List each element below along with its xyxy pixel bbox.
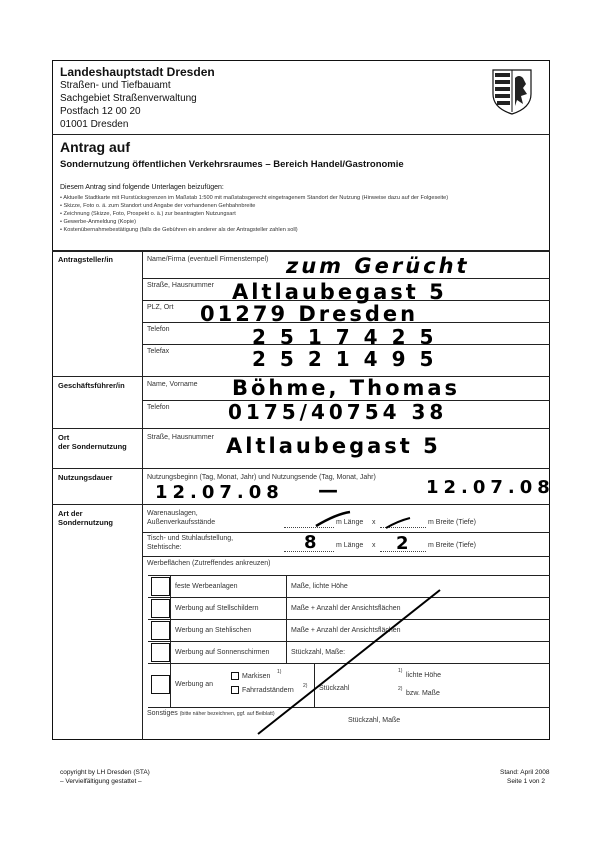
werbe-row-divider — [148, 575, 550, 576]
authority-department: Sachgebiet Straßenverwaltung — [60, 93, 197, 104]
label-strasse: Straße, Hausnummer — [147, 282, 214, 289]
werbe-row-divider — [148, 597, 550, 598]
waren-laenge-line — [284, 527, 334, 528]
row-divider — [142, 556, 550, 557]
section-location-line1: Ort — [58, 433, 70, 442]
checkbox-fahrrad[interactable] — [231, 686, 239, 694]
hw-tisch-laenge: 8 — [304, 532, 320, 553]
footer-stand: Stand: April 2008 — [500, 769, 550, 776]
section-location-line2: der Sondernutzung — [58, 442, 127, 451]
authority-office: Straßen- und Tiefbauamt — [60, 80, 171, 91]
attachment-item: • Skizze, Foto o. ä. zum Standort und Angabe der vorhandenen Gehbahnbreite — [60, 203, 256, 209]
authority-name: Landeshauptstadt Dresden — [60, 65, 215, 79]
attachment-item: • Kostenübernahmebestätigung (falls die Gebühren ein anderer als der Antragsteller zahlen soll) — [60, 227, 298, 233]
authority-po-box: Postfach 12 00 20 — [60, 106, 141, 117]
section-duration: Nutzungsdauer — [58, 473, 113, 482]
footer-copy-note: – Vervielfältigung gestattet – — [60, 778, 142, 785]
label-x-2: x — [372, 542, 376, 549]
label-markisen: Markisen — [242, 673, 271, 680]
section-applicant: Antragsteller/in — [58, 255, 114, 264]
footnote-mark-2: 2) — [303, 683, 308, 689]
checkbox-feste-werbe[interactable] — [151, 577, 170, 596]
row-divider — [142, 278, 550, 279]
label-waren-1: Warenauslagen, — [147, 510, 198, 517]
werbe-row-divider — [148, 707, 550, 708]
table-top-rule — [52, 250, 550, 252]
label-name-firma: Name/Firma (eventuell Firmenstempel) — [147, 256, 269, 263]
label-tisch-1: Tisch- und Stuhlaufstellung, — [147, 535, 234, 542]
label-lichte-hoehe: lichte Höhe — [406, 672, 442, 679]
section-divider — [52, 468, 550, 469]
attachment-item: • Zeichnung (Skizze, Foto, Prospekt o. ä.) zur beantragten Nutzungsart — [60, 211, 236, 217]
authority-city: 01001 Dresden — [60, 119, 129, 130]
footnote-mark-2b: 2) — [398, 686, 403, 692]
label-masse-anzahl-1: Maße + Anzahl der Ansichtsflächen — [291, 605, 401, 612]
attachments-intro: Diesem Antrag sind folgende Unterlagen beizufügen: — [60, 184, 224, 191]
hw-gf-telefon: 0175/40754 38 — [228, 400, 448, 424]
label-m-breite-2: m Breite (Tiefe) — [428, 542, 476, 549]
attachment-item: • Gewerbe-Anmeldung (Kopie) — [60, 219, 136, 225]
hw-gf-name: Böhme, Thomas — [232, 376, 461, 400]
label-werbeflaechen: Werbeflächen (Zutreffendes ankreuzen) — [147, 560, 271, 567]
label-nutzung: Nutzungsbeginn (Tag, Monat, Jahr) und Nutzungsende (Tag, Monat, Jahr) — [147, 474, 376, 481]
werbe-row-divider — [148, 619, 550, 620]
label-bzw-masse: bzw. Maße — [406, 690, 440, 697]
hw-dash: — — [318, 478, 341, 502]
label-m-laenge-2: m Länge — [336, 542, 364, 549]
label-masse-anzahl-2: Maße + Anzahl der Ansichtsflächen — [291, 627, 401, 634]
header-divider — [52, 134, 550, 135]
checkbox-werbung-an[interactable] — [151, 675, 170, 694]
label-telefax: Telefax — [147, 348, 170, 355]
werbe-row-divider — [148, 641, 550, 642]
label-stueckzahl-masse: Stückzahl, Maße: — [291, 649, 346, 656]
label-strasse-ort: Straße, Hausnummer — [147, 434, 214, 441]
waren-breite-line — [380, 527, 426, 528]
label-sonstiges: Sonstiges (bitte näher bezeichnen, ggf. auf Beiblatt) — [147, 710, 275, 717]
label-plz-ort: PLZ, Ort — [147, 304, 174, 311]
hw-strasse: Altlaubegast 5 — [232, 280, 447, 304]
label-sonnenschirmen: Werbung auf Sonnenschirmen — [175, 649, 270, 656]
attachment-item: • Aktuelle Stadtkarte mit Flurstücksgrenzen im Maßstab 1:500 mit maßstabsgerecht eingetragenem Standort der Nutzung (Hinweise dazu auf der Folgeseite) — [60, 195, 449, 201]
section-type-line2: Sondernutzung — [58, 518, 113, 527]
hw-telefax: 2521495 — [252, 347, 448, 371]
label-tisch-2: Stehtische: — [147, 544, 182, 551]
hw-firma: zum Gerücht — [286, 254, 470, 278]
hw-tisch-breite: 2 — [396, 533, 412, 554]
checkbox-stehlischen[interactable] — [151, 621, 170, 640]
footer-page: Seite 1 von 2 — [507, 778, 545, 785]
checkbox-stellschilder[interactable] — [151, 599, 170, 618]
label-stueckzahl-masse-2: Stückzahl, Maße — [348, 717, 401, 724]
label-stellschilder: Werbung auf Stellschildern — [175, 605, 259, 612]
checkbox-sonnenschirmen[interactable] — [151, 643, 170, 662]
checkbox-markisen[interactable] — [231, 672, 239, 680]
label-masse-hoehe: Maße, lichte Höhe — [291, 583, 348, 590]
werbe-row-divider — [148, 663, 550, 664]
label-m-breite-1: m Breite (Tiefe) — [428, 519, 476, 526]
section-manager: Geschäftsführer/in — [58, 381, 125, 390]
label-fahrrad: Fahrradständern — [242, 687, 294, 694]
werbe-col-divider — [314, 663, 315, 707]
section-type-line1: Art der — [58, 509, 83, 518]
hw-ende: 12.07.08 — [426, 477, 555, 498]
section-label-divider — [142, 250, 143, 740]
form-subtitle: Sondernutzung öffentlichen Verkehrsraumes – Bereich Handel/Gastronomie — [60, 159, 404, 170]
footnote-mark-1: 1) — [277, 669, 282, 675]
label-feste-werbe: feste Werbeanlagen — [175, 583, 238, 590]
section-divider — [52, 504, 550, 505]
label-m-laenge-1: m Länge — [336, 519, 364, 526]
label-x-1: x — [372, 519, 376, 526]
label-waren-2: Außenverkaufsstände — [147, 519, 216, 526]
footer-copyright: copyright by LH Dresden (STA) — [60, 769, 150, 776]
label-werbung-an: Werbung an — [175, 681, 214, 688]
label-telefon-gf: Telefon — [147, 404, 170, 411]
label-name-vorname: Name, Vorname — [147, 381, 198, 388]
row-divider — [142, 532, 550, 533]
label-stehlischen: Werbung an Stehlischen — [175, 627, 252, 634]
label-telefon: Telefon — [147, 326, 170, 333]
footnote-mark-1b: 1) — [398, 668, 403, 674]
hw-plz-ort: 01279 Dresden — [200, 302, 419, 326]
hw-telefon: 2517425 — [252, 325, 448, 349]
section-divider — [52, 428, 550, 429]
hw-beginn: 12.07.08 — [155, 482, 284, 503]
hw-ort-strasse: Altlaubegast 5 — [226, 434, 441, 458]
form-title: Antrag auf — [60, 139, 130, 155]
label-stueckzahl: Stückzahl — [319, 685, 350, 692]
